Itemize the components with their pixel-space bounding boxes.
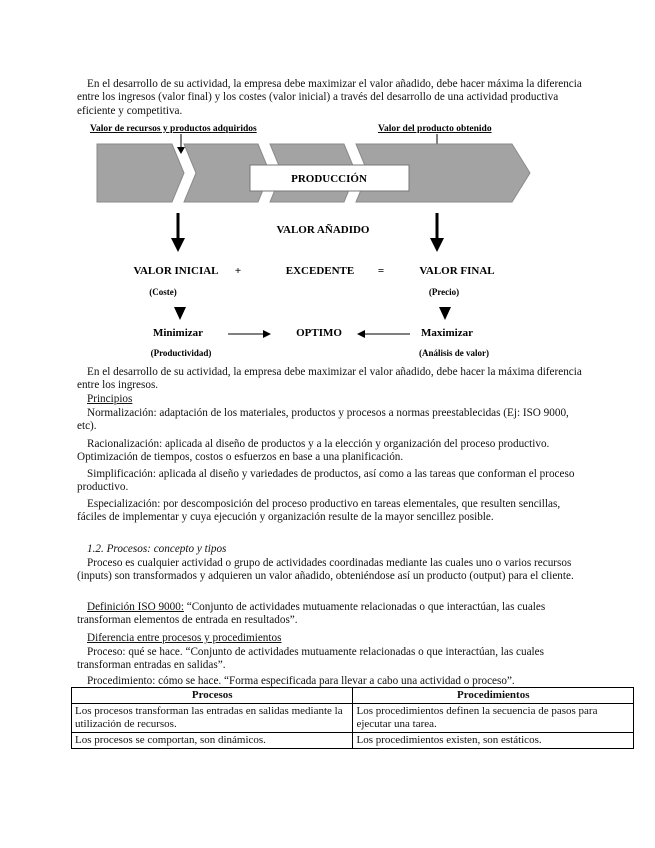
equals-sign: = bbox=[377, 265, 385, 277]
table-row bbox=[72, 704, 634, 733]
section-heading: 1.2. Procesos: concepto y tipos bbox=[87, 543, 227, 555]
table-cell: Los procedimientos existen, son estáticos. bbox=[353, 733, 634, 749]
value-added-label: VALOR AÑADIDO bbox=[276, 224, 370, 236]
cost-label: (Coste) bbox=[149, 287, 177, 297]
principles-heading: Principios bbox=[87, 393, 133, 405]
label-input-value: Valor de recursos y productos adquiridos bbox=[90, 124, 257, 134]
paragraph-iso-definition: Definición ISO 9000: “Conjunto de actividades mutuamente relacionadas o que interactúan, las cuales transforman elementos de entrada en resultados”. bbox=[77, 601, 546, 627]
table-cell: Los procesos transforman las entradas en salidas mediante la utilización de recursos. bbox=[72, 704, 353, 733]
value-analysis-label: (Análisis de valor) bbox=[418, 348, 490, 358]
plus-sign: + bbox=[234, 265, 242, 277]
table-header-row bbox=[72, 688, 634, 704]
paragraph-specialization: Especialización: por descomposición del proceso productivo en tareas elementales, que resulten sencillas, fáciles de implementar y cuya ejecución y organización resulte de la mayor sencillez posible. bbox=[77, 498, 561, 524]
optimum-label: OPTIMO bbox=[296, 327, 342, 339]
paragraph-development: En el desarrollo de su actividad, la empresa debe maximizar el valor añadido, debe hacer la máxima diferencia entre los ingresos. bbox=[77, 366, 582, 392]
value-added-diagram bbox=[0, 0, 655, 370]
productivity-label: (Productividad) bbox=[150, 348, 212, 358]
table-cell: Los procedimientos definen la secuencia de pasos para ejecutar una tarea. bbox=[353, 704, 634, 733]
difference-heading: Diferencia entre procesos y procedimientos bbox=[87, 632, 282, 644]
paragraph-procedure-how: Procedimiento: cómo se hace. “Forma especificada para llevar a cabo una actividad o proceso”. bbox=[87, 675, 515, 687]
surplus-label: EXCEDENTE bbox=[285, 265, 355, 277]
column-header: Procedimientos bbox=[353, 688, 634, 704]
maximize-label: Maximizar bbox=[421, 327, 473, 339]
intro-paragraph: En el desarrollo de su actividad, la empresa debe maximizar el valor añadido, debe hacer máxima la diferencia entre los ingresos (valor final) y los costes (valor inicial) a través del desarrollo de una actividad productiva eficiente y competitiva. bbox=[77, 78, 582, 117]
column-header: Procesos bbox=[72, 688, 353, 704]
price-label: (Precio) bbox=[428, 287, 460, 297]
label-output-value: Valor del producto obtenido bbox=[378, 124, 492, 134]
table-row bbox=[72, 733, 634, 749]
table-cell: Los procesos se comportan, son dinámicos. bbox=[72, 733, 353, 749]
paragraph-normalization: Normalización: adaptación de los materiales, productos y procesos a normas preestablecidas (Ej: ISO 9000, etc). bbox=[77, 407, 569, 433]
comparison-table bbox=[71, 687, 634, 749]
paragraph-process-what: Proceso: qué se hace. “Conjunto de actividades mutuamente relacionadas o que interactúan, las cuales transforman entradas en salidas”. bbox=[77, 646, 544, 672]
minimize-label: Minimizar bbox=[152, 327, 204, 339]
production-label: PRODUCCIÓN bbox=[291, 173, 367, 185]
paragraph-simplification: Simplificación: aplicada al diseño y variedades de productos, así como a las tareas que conforman el proceso productivo. bbox=[77, 468, 575, 494]
paragraph-rationalization: Racionalización: aplicada al diseño de productos y a la elección y organización del proceso productivo. Optimización de tiempos, costos o esfuerzos en base a una planificación. bbox=[77, 438, 550, 464]
final-value-label: VALOR FINAL bbox=[419, 265, 495, 277]
paragraph-process-definition: Proceso es cualquier actividad o grupo de actividades coordinadas mediante las cuales uno o varios recursos (inputs) son transformados y adquieren un valor añadido, obteniéndose así un producto (output) para el cliente. bbox=[77, 557, 574, 583]
initial-value-label: VALOR INICIAL bbox=[133, 265, 219, 277]
